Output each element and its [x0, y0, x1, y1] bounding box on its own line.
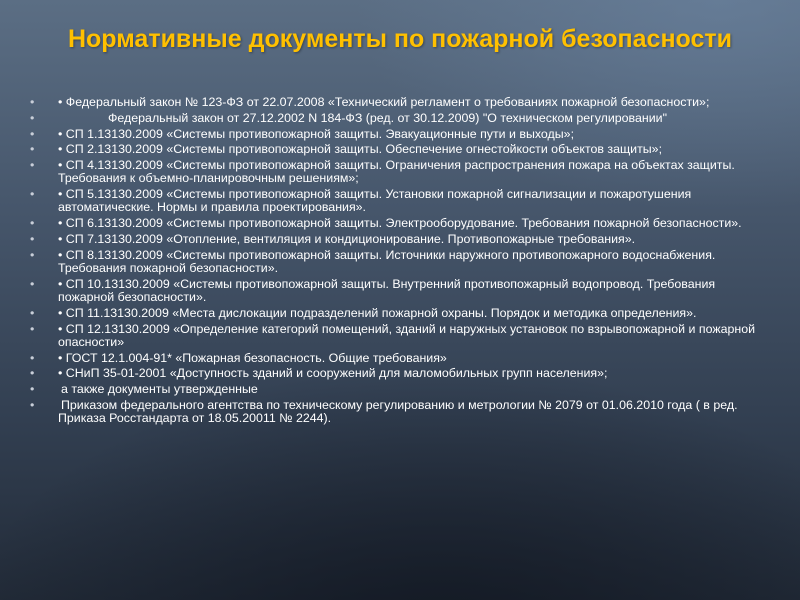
list-item: [28, 188, 768, 214]
list-item-text: Приказом федерального агентства по техническому регулированию и метрологии № 2079 от 01.06.2010 года ( в ред. Приказа Росстандарта от 18.05.20011 № 2244).: [58, 397, 738, 426]
list-item-text: • СП 6.13130.2009 «Системы противопожарной защиты. Электрооборудование. Требования пожарной безопасности».: [58, 216, 742, 231]
list-item-text: Федеральный закон от 27.12.2002 N 184-ФЗ (ред. от 30.12.2009) "О техническом регулировании": [108, 110, 667, 125]
list-item: [28, 249, 768, 275]
bullet-icon: •: [30, 95, 35, 109]
list-item-text: • СП 7.13130.2009 «Отопление, вентиляция и кондиционирование. Противопожарные требования».: [58, 231, 636, 246]
bullet-icon: •: [30, 276, 35, 291]
regulations-list: [28, 96, 768, 428]
list-item-text: а также документы утвержденные: [61, 382, 258, 397]
list-item: [28, 233, 768, 246]
bullet-icon: •: [30, 142, 35, 157]
list-item: [28, 323, 768, 349]
list-item-text: • СП 1.13130.2009 «Системы противопожарной защиты. Эвакуационные пути и выходы»;: [58, 126, 575, 141]
bullet-icon: •: [30, 305, 35, 320]
bullet-icon: •: [30, 350, 35, 365]
bullet-icon: •: [30, 158, 35, 173]
list-item: [28, 143, 768, 156]
bullet-icon: •: [30, 382, 35, 397]
list-item-text: • СНиП 35-01-2001 «Доступность зданий и сооружений для маломобильных групп населения»;: [58, 366, 608, 381]
bullet-icon: •: [30, 187, 35, 202]
list-item-text: • Федеральный закон № 123-ФЗ от 22.07.2008 «Технический регламент о требованиях пожарной безопасности»;: [58, 95, 710, 109]
list-item: [28, 112, 768, 125]
bullet-icon: •: [30, 110, 35, 125]
list-item-text: • СП 4.13130.2009 «Системы противопожарной защиты. Ограничения распространения пожара на объектах защиты. Требования к объемно-планировочным решениям»;: [58, 158, 735, 186]
slide-title: Нормативные документы по пожарной безопасности: [67, 25, 732, 53]
bullet-icon: •: [30, 247, 35, 262]
list-item: [28, 367, 768, 380]
list-item-text: • ГОСТ 12.1.004-91* «Пожарная безопасность. Общие требования»: [58, 350, 447, 365]
list-item-text: • СП 12.13130.2009 «Определение категорий помещений, зданий и наружных установок по взрывопожарной и пожарной опасности»: [58, 321, 756, 349]
list-item-text: • СП 2.13130.2009 «Системы противопожарной защиты. Обеспечение огнестойкости объектов защиты»;: [58, 142, 663, 157]
list-item: [28, 217, 768, 230]
list-item-text: • СП 5.13130.2009 «Системы противопожарной защиты. Установки пожарной сигнализации и пожаротушения автоматические. Нормы и правила проектирования».: [58, 187, 692, 215]
list-item-text: • СП 11.13130.2009 «Места дислокации подразделений пожарной охраны. Порядок и методика определения».: [58, 305, 697, 320]
list-item: [28, 159, 768, 185]
list-item-text: • СП 8.13130.2009 «Системы противопожарной защиты. Источники наружного противопожарного водоснабжения. Требования пожарной безопасности».: [58, 247, 716, 275]
bullet-icon: •: [30, 366, 35, 381]
bullet-icon: •: [30, 216, 35, 231]
bullet-icon: •: [30, 397, 35, 412]
list-item-text: • СП 10.13130.2009 «Системы противопожарной защиты. Внутренний противопожарный водопровод. Требования пожарной безопасности».: [58, 276, 716, 304]
list-item: [28, 96, 768, 109]
list-item: [28, 352, 768, 365]
bullet-icon: •: [30, 231, 35, 246]
bullet-icon: •: [30, 126, 35, 141]
list-item: [28, 383, 768, 396]
list-item: [28, 128, 768, 141]
list-item: [28, 307, 768, 320]
list-item: [28, 278, 768, 304]
bullet-icon: •: [30, 321, 35, 336]
list-item: [28, 399, 768, 425]
